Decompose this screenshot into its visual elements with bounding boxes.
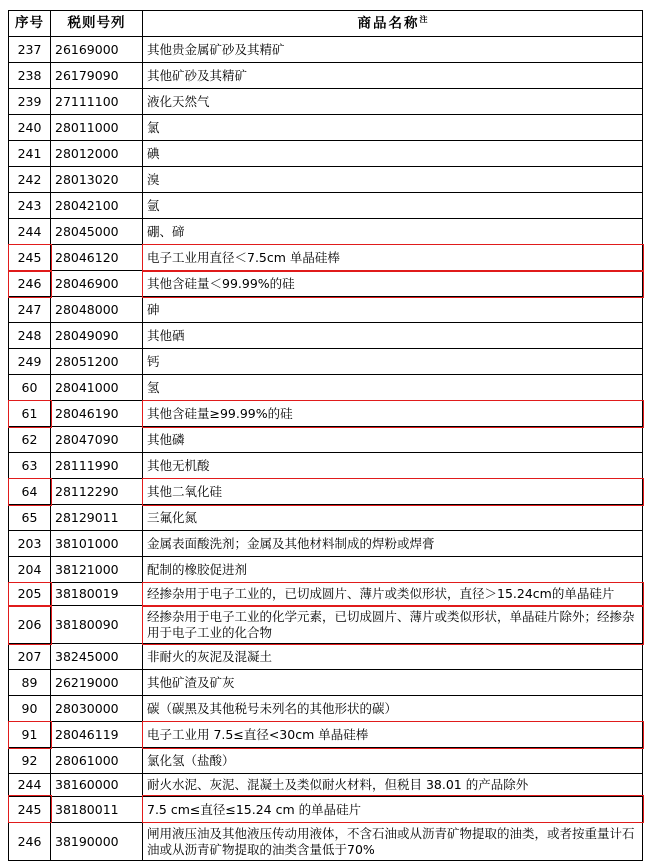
table-row	[9, 89, 643, 115]
cell-product-name: 电子工业用直径＜7.5cm 单晶硅棒	[143, 245, 643, 271]
cell-product-name: 其他无机酸	[143, 453, 643, 479]
cell-tariff-code: 28046190	[51, 401, 143, 427]
cell-serial-number: 245	[9, 796, 51, 822]
table-row	[9, 822, 643, 860]
cell-product-name: 其他硒	[143, 323, 643, 349]
cell-serial-number: 91	[9, 722, 51, 748]
cell-tariff-code: 28111990	[51, 453, 143, 479]
cell-product-name: 氢	[143, 375, 643, 401]
cell-tariff-code: 26179090	[51, 63, 143, 89]
cell-tariff-code: 28046900	[51, 271, 143, 297]
table-row	[9, 141, 643, 167]
table-row	[9, 63, 643, 89]
cell-tariff-code: 38180019	[51, 583, 143, 606]
cell-product-name: 氩	[143, 193, 643, 219]
cell-product-name: 电子工业用 7.5≤直径<30cm 单晶硅棒	[143, 722, 643, 748]
cell-tariff-code: 28045000	[51, 219, 143, 245]
table-row	[9, 219, 643, 245]
cell-product-name: 其他含硅量＜99.99%的硅	[143, 271, 643, 297]
cell-product-name: 其他二氧化硅	[143, 479, 643, 505]
cell-tariff-code: 28047090	[51, 427, 143, 453]
cell-serial-number: 246	[9, 271, 51, 297]
cell-serial-number: 245	[9, 245, 51, 271]
cell-tariff-code: 26169000	[51, 37, 143, 63]
cell-product-name: 硼、碲	[143, 219, 643, 245]
cell-serial-number: 239	[9, 89, 51, 115]
cell-tariff-code: 38180011	[51, 796, 143, 822]
table-row	[9, 193, 643, 219]
cell-product-name: 溴	[143, 167, 643, 193]
cell-serial-number: 89	[9, 670, 51, 696]
cell-product-name: 其他含硅量≥99.99%的硅	[143, 401, 643, 427]
cell-serial-number: 246	[9, 822, 51, 860]
cell-serial-number: 61	[9, 401, 51, 427]
cell-tariff-code: 28013020	[51, 167, 143, 193]
cell-serial-number: 237	[9, 37, 51, 63]
cell-tariff-code: 38160000	[51, 774, 143, 797]
cell-serial-number: 244	[9, 219, 51, 245]
cell-product-name: 砷	[143, 297, 643, 323]
cell-product-name: 其他矿渣及矿灰	[143, 670, 643, 696]
cell-product-name: 7.5 cm≤直径≤15.24 cm 的单晶硅片	[143, 796, 643, 822]
cell-product-name: 非耐火的灰泥及混凝土	[143, 644, 643, 670]
table-row	[9, 696, 643, 722]
cell-tariff-code: 38180090	[51, 606, 143, 644]
table-row	[9, 748, 643, 774]
table-row	[9, 583, 643, 606]
cell-product-name: 其他矿砂及其精矿	[143, 63, 643, 89]
cell-product-name: 氯化氢（盐酸）	[143, 748, 643, 774]
cell-tariff-code: 28061000	[51, 748, 143, 774]
cell-tariff-code: 28112290	[51, 479, 143, 505]
table-row	[9, 531, 643, 557]
table-row	[9, 557, 643, 583]
cell-product-name: 经掺杂用于电子工业的，已切成圆片、薄片或类似形状，直径＞15.24cm的单晶硅片	[143, 583, 643, 606]
cell-serial-number: 204	[9, 557, 51, 583]
table-row	[9, 271, 643, 297]
table-row	[9, 774, 643, 797]
cell-serial-number: 203	[9, 531, 51, 557]
table-row	[9, 401, 643, 427]
cell-product-name: 碳（碳黑及其他税号未列名的其他形状的碳）	[143, 696, 643, 722]
cell-serial-number: 242	[9, 167, 51, 193]
cell-product-name: 闸用液压油及其他液压传动用液体，不含石油或从沥青矿物提取的油类，或者按重量计石油或从沥青矿物提取的油类含量低于70%	[143, 822, 643, 860]
cell-serial-number: 65	[9, 505, 51, 531]
table-row	[9, 479, 643, 505]
cell-tariff-code: 26219000	[51, 670, 143, 696]
cell-product-name: 配制的橡胶促进剂	[143, 557, 643, 583]
cell-product-name: 氯	[143, 115, 643, 141]
table-header-row	[9, 11, 643, 37]
cell-product-name: 经掺杂用于电子工业的化学元素，已切成圆片、薄片或类似形状，单晶硅片除外；经掺杂用于电子工业的化合物	[143, 606, 643, 644]
cell-serial-number: 92	[9, 748, 51, 774]
cell-serial-number: 241	[9, 141, 51, 167]
cell-product-name: 其他贵金属矿砂及其精矿	[143, 37, 643, 63]
table-row	[9, 115, 643, 141]
cell-serial-number: 64	[9, 479, 51, 505]
cell-serial-number: 206	[9, 606, 51, 644]
cell-serial-number: 90	[9, 696, 51, 722]
cell-serial-number: 243	[9, 193, 51, 219]
cell-serial-number: 240	[9, 115, 51, 141]
cell-tariff-code: 38101000	[51, 531, 143, 557]
cell-product-name: 液化天然气	[143, 89, 643, 115]
cell-serial-number: 249	[9, 349, 51, 375]
column-header-no: 序号	[9, 11, 51, 37]
table-row	[9, 167, 643, 193]
tariff-table	[8, 10, 643, 861]
cell-serial-number: 248	[9, 323, 51, 349]
table-row	[9, 670, 643, 696]
cell-tariff-code: 28046119	[51, 722, 143, 748]
table-row	[9, 375, 643, 401]
cell-tariff-code: 27111100	[51, 89, 143, 115]
cell-product-name: 耐火水泥、灰泥、混凝土及类似耐火材料，但税目 38.01 的产品除外	[143, 774, 643, 797]
cell-tariff-code: 28030000	[51, 696, 143, 722]
cell-serial-number: 244	[9, 774, 51, 797]
cell-serial-number: 205	[9, 583, 51, 606]
cell-tariff-code: 28051200	[51, 349, 143, 375]
table-row	[9, 245, 643, 271]
table-header	[9, 11, 643, 37]
cell-product-name: 其他磷	[143, 427, 643, 453]
cell-serial-number: 63	[9, 453, 51, 479]
table-row	[9, 722, 643, 748]
cell-serial-number: 207	[9, 644, 51, 670]
table-row	[9, 606, 643, 644]
table-row	[9, 297, 643, 323]
cell-tariff-code: 28129011	[51, 505, 143, 531]
cell-product-name: 碘	[143, 141, 643, 167]
cell-tariff-code: 28011000	[51, 115, 143, 141]
cell-tariff-code: 28041000	[51, 375, 143, 401]
table-row	[9, 453, 643, 479]
table-row	[9, 505, 643, 531]
cell-tariff-code: 38121000	[51, 557, 143, 583]
cell-tariff-code: 38245000	[51, 644, 143, 670]
cell-serial-number: 60	[9, 375, 51, 401]
cell-product-name: 金属表面酸洗剂；金属及其他材料制成的焊粉或焊膏	[143, 531, 643, 557]
cell-tariff-code: 28048000	[51, 297, 143, 323]
cell-tariff-code: 38190000	[51, 822, 143, 860]
table-row	[9, 349, 643, 375]
cell-tariff-code: 28049090	[51, 323, 143, 349]
table-row	[9, 427, 643, 453]
table-row	[9, 37, 643, 63]
cell-tariff-code: 28042100	[51, 193, 143, 219]
table-row	[9, 323, 643, 349]
cell-serial-number: 247	[9, 297, 51, 323]
column-header-name	[143, 11, 643, 37]
cell-serial-number: 238	[9, 63, 51, 89]
cell-tariff-code: 28046120	[51, 245, 143, 271]
cell-product-name: 钙	[143, 349, 643, 375]
cell-serial-number: 62	[9, 427, 51, 453]
table-row	[9, 644, 643, 670]
table-body	[9, 37, 643, 861]
table-row	[9, 796, 643, 822]
cell-tariff-code: 28012000	[51, 141, 143, 167]
column-header-code: 税则号列	[51, 11, 143, 37]
column-header-name-text: 商品名称	[357, 15, 420, 32]
column-header-name-note: 注	[419, 15, 428, 24]
cell-product-name: 三氟化氮	[143, 505, 643, 531]
